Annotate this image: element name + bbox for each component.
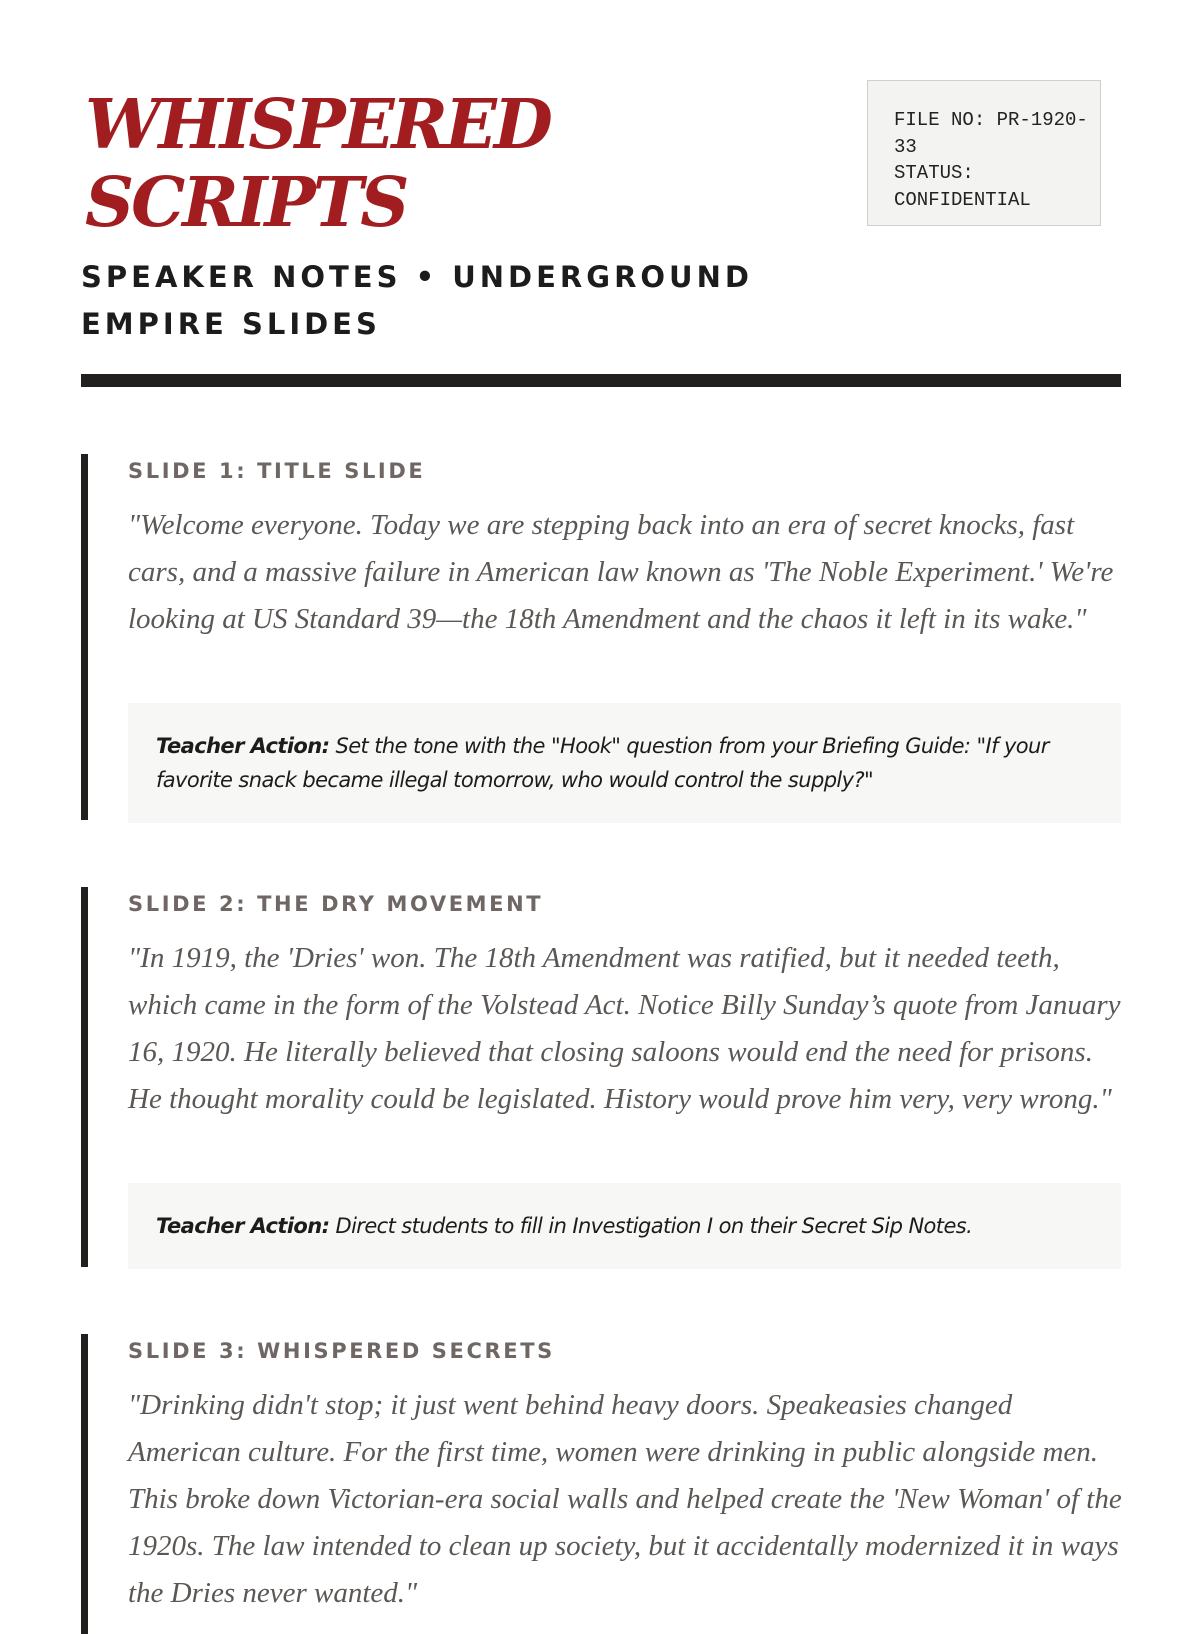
file-info-box — [867, 80, 1101, 226]
slide-note-3 — [81, 1334, 1121, 1634]
slide-note-2 — [81, 887, 1121, 1267]
teacher-action-text: Direct students to fill in Investigation I on their Secret Sip Notes. — [329, 1214, 973, 1238]
slide-heading: SLIDE 2: THE DRY MOVEMENT — [128, 892, 544, 916]
document-title: WHISPERED SCRIPTS — [85, 85, 550, 243]
document-page — [81, 0, 1122, 1609]
file-status: STATUS: CONFIDENTIAL — [894, 162, 1031, 211]
teacher-action-text: Set the tone with the "Hook" question from your Briefing Guide: "If your favorite snack became illegal tomorrow, who would control the supply?" — [156, 734, 1049, 792]
file-number: FILE NO: PR-1920-33 — [894, 109, 1088, 158]
slide-heading: SLIDE 3: WHISPERED SECRETS — [128, 1339, 555, 1363]
slide-note-1 — [81, 454, 1121, 820]
speaker-quote: "In 1919, the 'Dries' won. The 18th Amendment was ratified, but it needed teeth, which came in the form of the Volstead Act. Notice Billy Sunday’s quote from January 16, 1920. He literally believed that closing saloons would end the need for prisons. He thought morality could be legislated. History would prove him very, very wrong." — [128, 942, 1121, 1115]
slide-heading: SLIDE 1: TITLE SLIDE — [128, 459, 426, 483]
document-header — [81, 0, 1121, 390]
teacher-action-box — [128, 703, 1121, 823]
document-subtitle: SPEAKER NOTES • UNDERGROUND EMPIRE SLIDES — [81, 260, 753, 341]
speaker-quote: "Drinking didn't stop; it just went behind heavy doors. Speakeasies changed American culture. For the first time, women were drinking in public alongside men. This broke down Victorian-era social walls and helped create the 'New Woman' of the 1920s. The law intended to clean up society, but it accidentally modernized it in ways the Dries never wanted." — [128, 1389, 1122, 1609]
speaker-quote: "Welcome everyone. Today we are stepping back into an era of secret knocks, fast cars, and a massive failure in American law known as 'The Noble Experiment.' We're looking at US Standard 39—the 18th Amendment and the chaos it left in its wake." — [128, 509, 1114, 635]
teacher-action-label: Teacher Action: — [156, 734, 330, 758]
teacher-action-box — [128, 1183, 1121, 1269]
teacher-action-label: Teacher Action: — [156, 1214, 330, 1238]
header-divider — [81, 374, 1121, 387]
